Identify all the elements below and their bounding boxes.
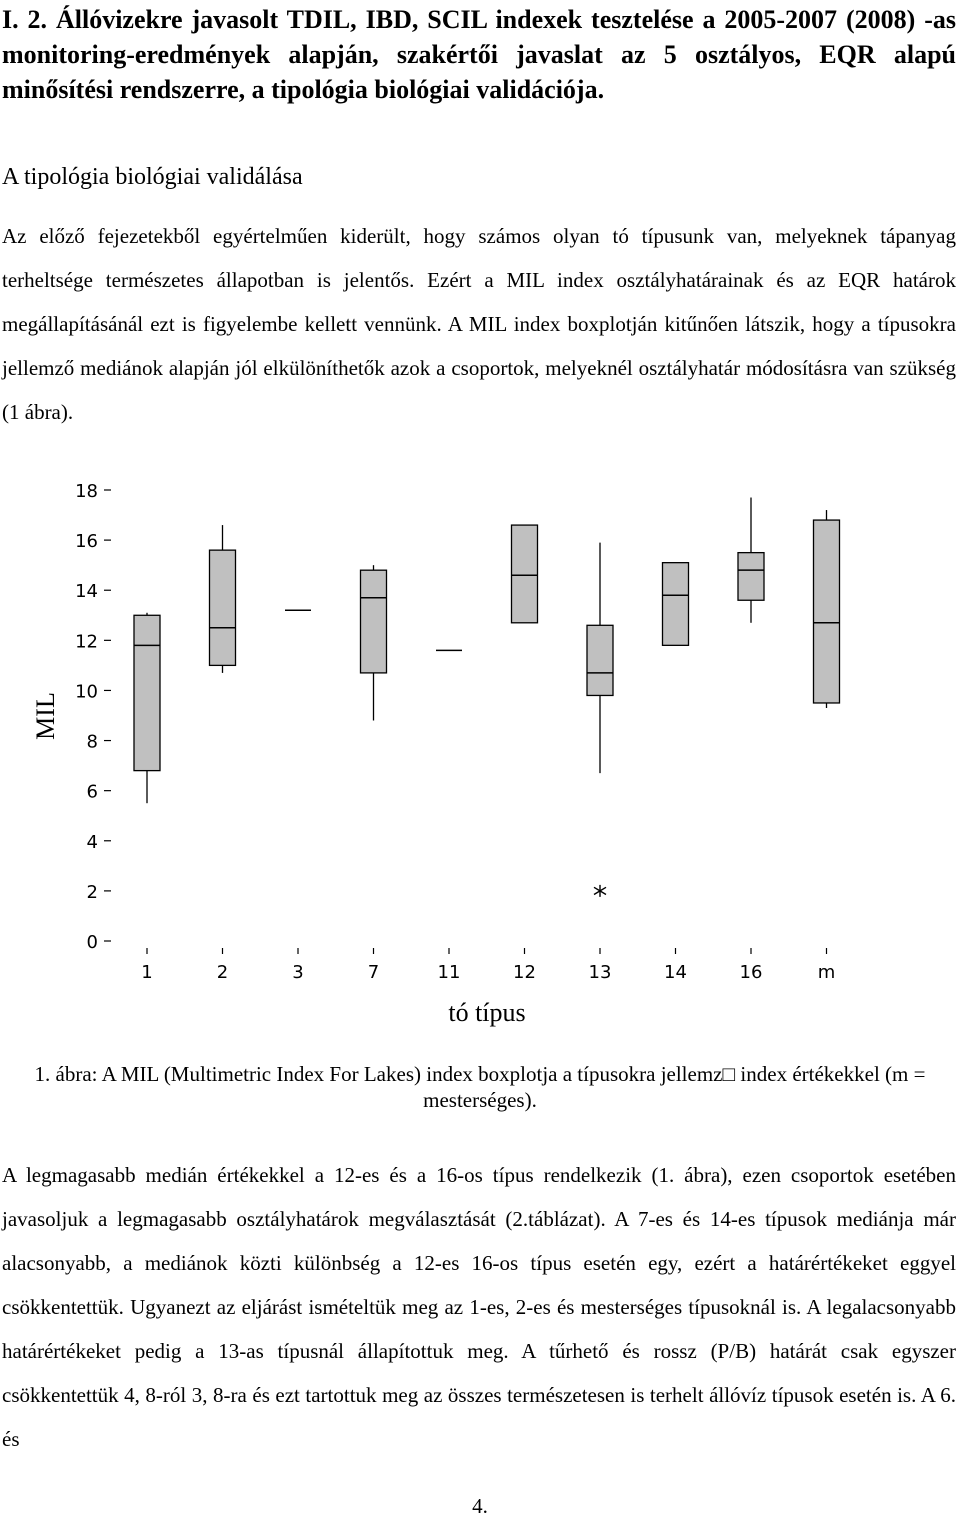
box-13 xyxy=(587,543,613,897)
box-rect xyxy=(814,520,840,703)
box-rect xyxy=(738,553,764,601)
y-tick-label: 4 xyxy=(86,831,98,853)
x-tick-label: 16 xyxy=(739,962,763,983)
figure-caption: 1. ábra: A MIL (Multimetric Index For Lakes) index boxplotja a típusokra jellemz□ index értékekkel (m = mesterséges). xyxy=(34,1062,926,1112)
box-1 xyxy=(134,613,160,803)
box-rect xyxy=(512,525,538,623)
box-12 xyxy=(512,525,538,623)
x-tick-label: 2 xyxy=(216,962,229,983)
box-rect xyxy=(210,550,236,665)
y-tick-label: 16 xyxy=(75,531,98,553)
x-tick-label: 3 xyxy=(292,962,304,983)
box-14 xyxy=(663,563,689,646)
x-tick-label: 11 xyxy=(437,962,461,983)
y-tick-label: 12 xyxy=(75,631,98,653)
x-tick-label: 12 xyxy=(513,962,536,983)
x-tick-label: m xyxy=(817,962,836,983)
box-16 xyxy=(738,498,764,623)
page-number: 4. xyxy=(472,1494,488,1518)
x-tick-label: 7 xyxy=(367,962,380,983)
x-axis-title: tó típus xyxy=(448,998,526,1027)
subsection-heading: A tipológia biológiai validálása xyxy=(2,164,303,190)
x-tick-label: 14 xyxy=(664,962,687,983)
outlier-marker xyxy=(594,885,606,897)
box-7 xyxy=(361,565,387,720)
y-axis-title: MIL xyxy=(31,692,60,740)
box-rect xyxy=(663,563,689,646)
y-tick-label: 14 xyxy=(75,581,98,603)
body-paragraph-2: A legmagasabb medián értékekkel a 12-es és a 16-os típus rendelkezik (1. ábra), ezen csoportok esetében javasoljuk a legmagasabb osztályhatárok megválasztását (2.táblázat). A 7-es és 14-es típusok mediánja már alacsonyabb, a mediánok közti különbség a 12-es 16-os típus esetén egy, ezért a határértékeket eggyel csökkentettük. Ugyanezt az eljárást ismételtük meg az 1-es, 2-es és mesterséges típusoknál is. A legalacsonyabb határértékeket pedig a 13-as típusnál állapítottuk meg. A tűrhető és rossz (P/B) határát csak egyszer csökkentettük 4, 8-ról 3, 8-ra és ezt tartottuk meg az összes természetesen is terhelt állóvíz típusok esetén is. A 6. és xyxy=(2,1163,956,1451)
box-rect xyxy=(361,570,387,673)
x-tick-label: 13 xyxy=(588,962,612,983)
y-tick-label: 18 xyxy=(75,481,98,502)
box-2 xyxy=(210,525,236,673)
box-rect xyxy=(587,625,613,695)
section-heading: I. 2. Állóvizekre javasolt TDIL, IBD, SCIL indexek tesztelése a 2005-2007 (2008) -as monitoring-eredmények alapján, szakértői javaslat az 5 osztályos, EQR alapú minősítési rendszerre, a tipológia biológiai validációja. xyxy=(2,5,956,104)
y-tick-label: 10 xyxy=(75,681,98,703)
x-tick-label: 1 xyxy=(141,962,153,983)
mil-boxplot-chart xyxy=(0,468,960,1036)
y-tick-label: 8 xyxy=(86,731,98,753)
y-tick-label: 6 xyxy=(86,781,98,803)
body-paragraph-1: Az előző fejezetekből egyértelműen kiderült, hogy számos olyan tó típusunk van, melyeknek tápanyag terheltsége természetes állapotban is jelentős. Ezért a MIL index osztályhatárainak és az EQR határok megállapításánál ezt is figyelembe kellett vennünk. A MIL index boxplotján kitűnően látszik, hogy a típusokra jellemző mediánok alapján jól elkülöníthetők azok a csoportok, melyeknél osztályhatár módosításra van szükség (1 ábra). xyxy=(2,224,956,424)
y-tick-label: 2 xyxy=(86,881,98,903)
box-m xyxy=(814,510,840,708)
y-tick-label: 0 xyxy=(86,932,98,953)
box-rect xyxy=(134,615,160,770)
